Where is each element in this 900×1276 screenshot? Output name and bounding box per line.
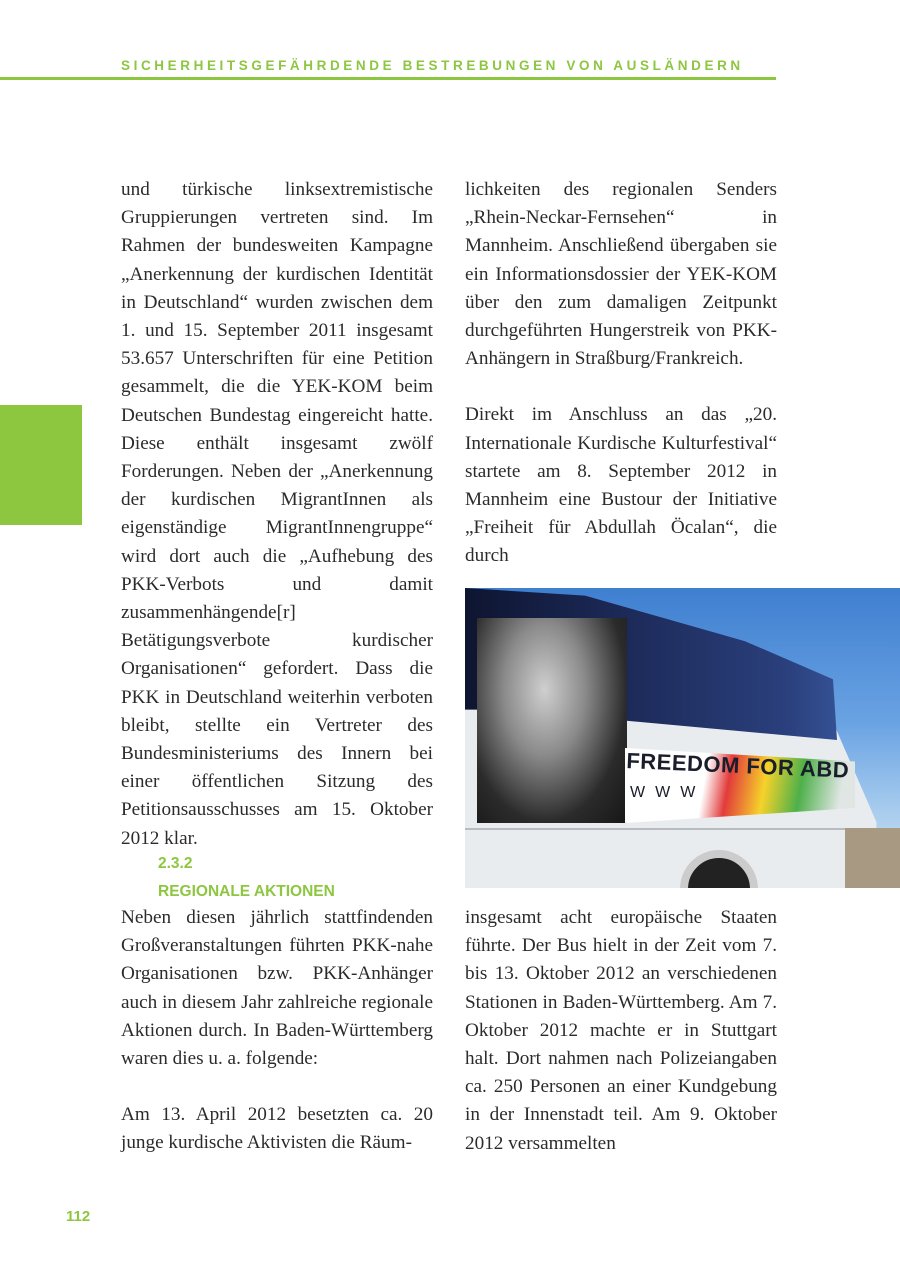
header-rule — [0, 77, 776, 80]
paragraph: Direkt im Anschluss an das „20. Internationale Kurdische Kulturfestival“ startete am 8. September 2012 in Mannheim eine Bustour der Initiative „Freiheit für Abdullah Öcalan“, die durch — [465, 404, 777, 567]
paragraph: und türkische linksextremistische Gruppierungen vertreten sind. Im Rahmen der bundesweiten Kampagne „Anerkennung der kurdischen Identität in Deutschland“ wurden zwischen dem 1. und 15. September 2011 insgesamt 53.657 Unterschriften für eine Petition gesammelt, die die YEK-KOM beim Deutschen Bundestag eingereicht hatte. Diese enthält insgesamt zwölf Forderungen. Neben der „Anerkennung der kurdischen MigrantInnen als eigenständige MigrantInnengruppe“ wird dort auch die „Aufhebung des PKK-Verbots und damit zusammenhängende[r] Betätigungsverbote kurdischer Organisationen“ gefordert. Dass die PKK in Deutschland weiterhin verboten bleibt, stellte ein Vertreter des Bundesministeriums des Innern bei einer öffentlichen Sitzung des Petitionsausschusses am 15. Oktober 2012 klar. — [121, 179, 433, 849]
section-title: REGIONALE AKTIONEN — [158, 883, 335, 900]
section-heading — [158, 850, 335, 906]
paragraph: Am 13. April 2012 besetzten ca. 20 junge kurdische Aktivisten die Räum- — [121, 1104, 433, 1154]
paragraph: Neben diesen jährlich stattfindenden Großveranstaltungen führten PKK-nahe Organisationen bzw. PKK-Anhänger auch in diesem Jahr zahlreiche regionale Aktionen durch. In Baden-Württemberg waren dies u. a. folgende: — [121, 907, 433, 1070]
page-number: 112 — [66, 1208, 91, 1225]
paragraph: lichkeiten des regionalen Senders „Rhein-Neckar-Fernsehen“ in Mannheim. Anschließend übergaben sie ein Informationsdossier der YEK-KOM über den zum damaligen Zeitpunkt durchgeführten Hungerstreik von PKK-Anhängern in Straßburg/Frankreich. — [465, 179, 777, 370]
banner-www: WWW — [630, 784, 706, 801]
chapter-side-tab — [0, 405, 82, 525]
paragraph: insgesamt acht europäische Staaten führte. Der Bus hielt in der Zeit vom 7. bis 13. Oktober 2012 an verschiedenen Stationen in Baden-Württemberg. Am 7. Oktober 2012 machte er in Stuttgart halt. Dort nahmen nach Polizeiangaben ca. 250 Personen an einer Kundgebung in der Innenstadt teil. Am 9. Oktober 2012 versammelten — [465, 907, 777, 1154]
left-column-top — [121, 176, 433, 853]
bus-photo — [465, 588, 900, 888]
section-number: 2.3.2 — [158, 855, 193, 872]
left-column-bottom — [121, 904, 433, 1158]
right-column-top — [465, 176, 777, 571]
portrait-image — [477, 618, 627, 823]
bus-panel-line — [465, 828, 885, 830]
running-title: SICHERHEITSGEFÄHRDENDE BESTREBUNGEN VON AUSLÄNDERN — [121, 58, 744, 73]
banner-text: FREEDOM FOR ABD — [625, 748, 850, 783]
ground — [845, 828, 900, 888]
right-column-bottom — [465, 904, 777, 1158]
